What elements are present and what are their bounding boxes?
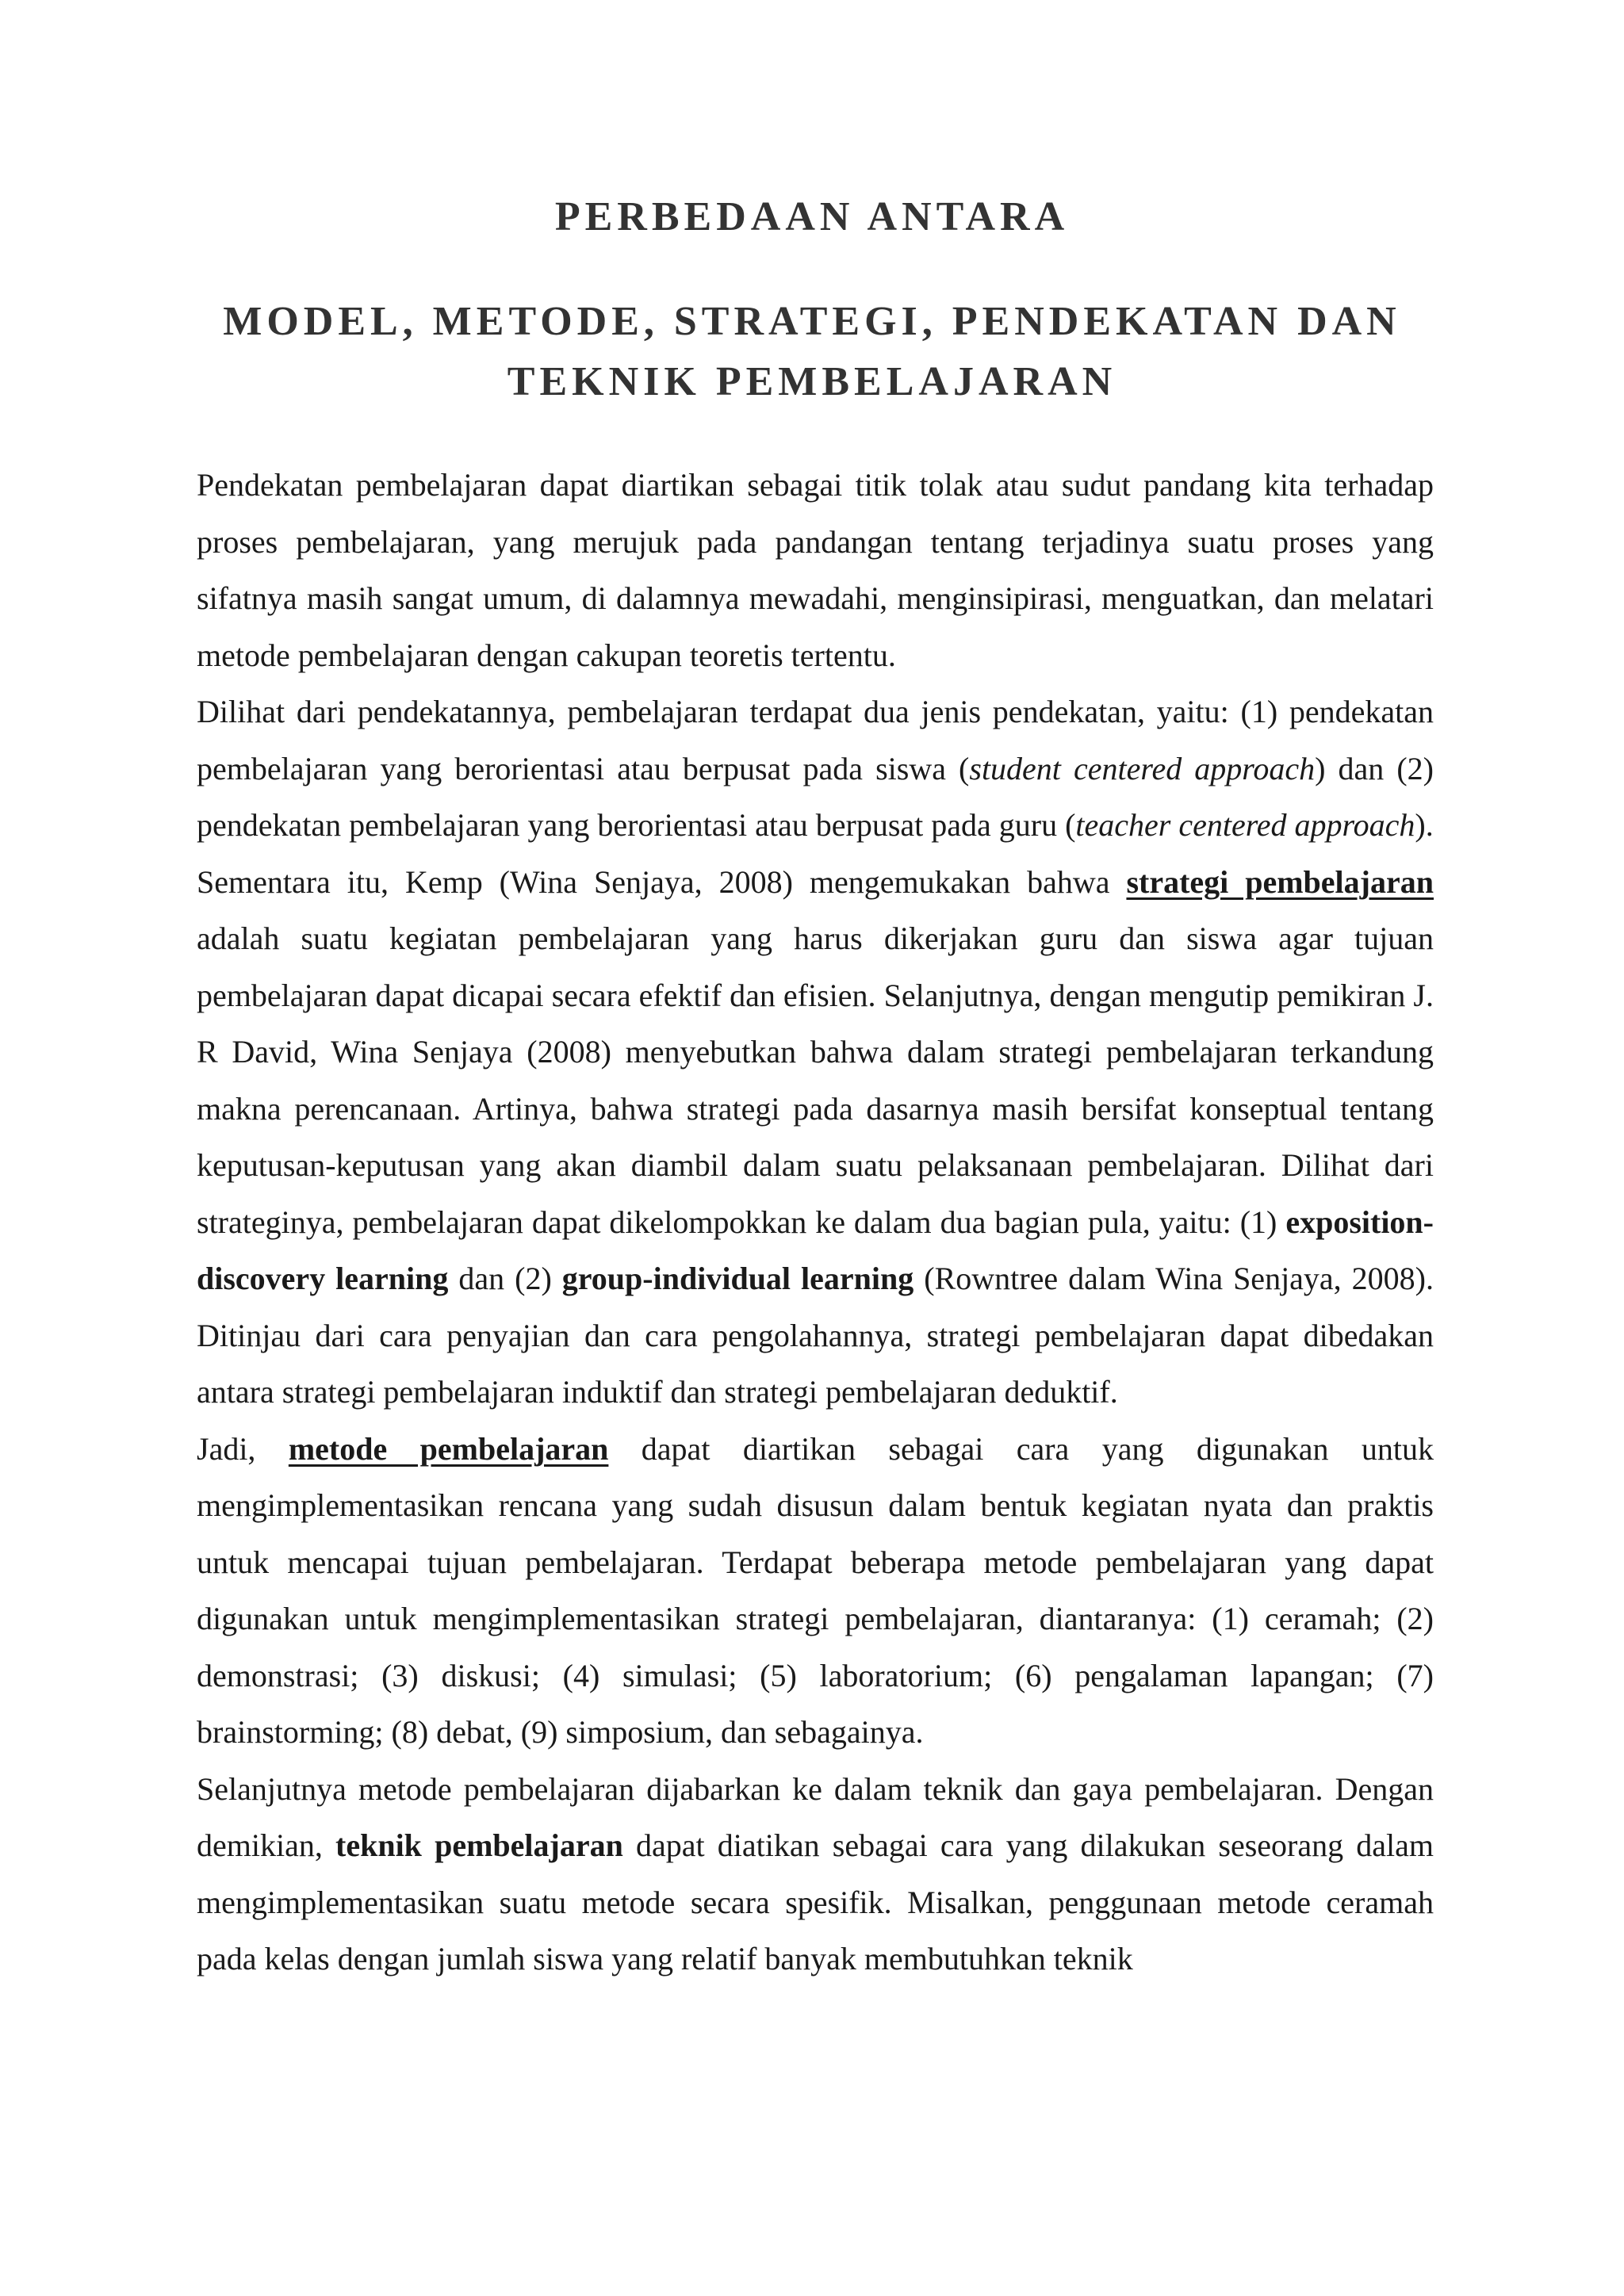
subtitle-line-1: MODEL, METODE, STRATEGI, PENDEKATAN DAN: [223, 299, 1401, 344]
paragraph-teknik: [197, 1761, 1434, 1988]
subtitle-line-2: TEKNIK PEMBELAJARAN: [507, 359, 1117, 404]
text-segment: dapat diartikan sebagai cara yang digunakan untuk mengimplementasikan rencana yang sudah disusun dalam bentuk kegiatan nyata dan praktis untuk mencapai tujuan pembelajaran. Terdapat beberapa metode pembelajaran yang dapat digunakan untuk mengimplementasikan strategi pembelajaran, diantaranya: (1) ceramah; (2) demonstrasi; (3) diskusi; (4) simulasi; (5) laboratorium; (6) pengalaman lapangan; (7) brainstorming; (8) debat, (9) simposium, dan sebagainya.: [197, 1430, 1434, 1750]
term-strategi-pembelajaran: strategi pembelajaran: [1126, 863, 1434, 900]
text-segment: (Rowntree dalam Wina Senjaya, 2008). Ditinjau dari cara penyajian dan cara pengolahannya, strategi pembelajaran dapat dibedakan antara strategi pembelajaran induktif dan strategi pembelajaran deduktif.: [197, 1261, 1434, 1410]
paragraph-pendekatan: Pendekatan pembelajaran dapat diartikan sebagai titik tolak atau sudut pandang kita terhadap proses pembelajaran, yang merujuk pada pandangan tentang terjadinya suatu proses yang sifatnya masih sangat umum, di dalamnya mewadahi, menginsipirasi, menguatkan, dan melatari metode pembelajaran dengan cakupan teoretis tertentu.: [197, 467, 1434, 673]
paragraph-strategi: [197, 854, 1434, 1421]
document-title: PERBEDAAN ANTARA: [554, 194, 1070, 239]
paragraph-jenis-pendekatan: [197, 683, 1434, 854]
text-segment: Selanjutnya metode pembelajaran dijabarkan ke dalam teknik dan gaya pembelajaran. Dengan demikian,: [197, 1770, 1434, 1863]
text-segment: adalah suatu kegiatan pembelajaran yang harus dikerjakan guru dan siswa agar tujuan pembelajaran dapat dicapai secara efektif dan efisien. Selanjutnya, dengan mengutip pemikiran J. R David, Wina Senjaya (2008) menyebutkan bahwa dalam strategi pembelajaran terkandung makna perencanaan. Artinya, bahwa strategi pada dasarnya masih bersifat konseptual tentang keputusan-keputusan yang akan diambil dalam suatu pelaksanaan pembelajaran. Dilihat dari strateginya, pembelajaran dapat dikelompokkan ke dalam dua bagian pula, yaitu: (1): [197, 920, 1434, 1240]
text-segment: Jadi,: [197, 1430, 289, 1467]
text-segment: Sementara itu, Kemp (Wina Senjaya, 2008) mengemukakan bahwa: [197, 863, 1127, 900]
text-segment: ).: [1415, 807, 1434, 843]
document-subtitle: [0, 292, 1624, 412]
term-metode-pembelajaran: metode pembelajaran: [288, 1430, 609, 1467]
italic-term: teacher centered approach: [1075, 807, 1415, 843]
text-segment: ) dan (2) pendekatan pembelajaran yang berorientasi atau berpusat pada guru (: [197, 750, 1434, 843]
term-teknik-pembelajaran: teknik pembelajaran: [335, 1827, 623, 1863]
italic-term: student centered approach: [969, 750, 1316, 786]
term-group-individual: group-individual learning: [561, 1261, 914, 1296]
text-segment: Dilihat dari pendekatannya, pembelajaran terdapat dua jenis pendekatan, yaitu: (1) pendekatan pembelajaran yang berorientasi atau berpusat pada siswa (: [197, 694, 1434, 786]
text-segment: dan (2): [448, 1261, 562, 1296]
document-body: [197, 457, 1434, 1988]
term-exposition-discovery: exposition-discovery learning: [197, 1203, 1434, 1296]
text-segment: dapat diatikan sebagai cara yang dilakukan seseorang dalam mengimplementasikan suatu metode secara spesifik. Misalkan, penggunaan metode ceramah pada kelas dengan jumlah siswa yang relatif banyak membutuhkan teknik: [197, 1827, 1434, 1976]
paragraph-metode: [197, 1421, 1434, 1761]
